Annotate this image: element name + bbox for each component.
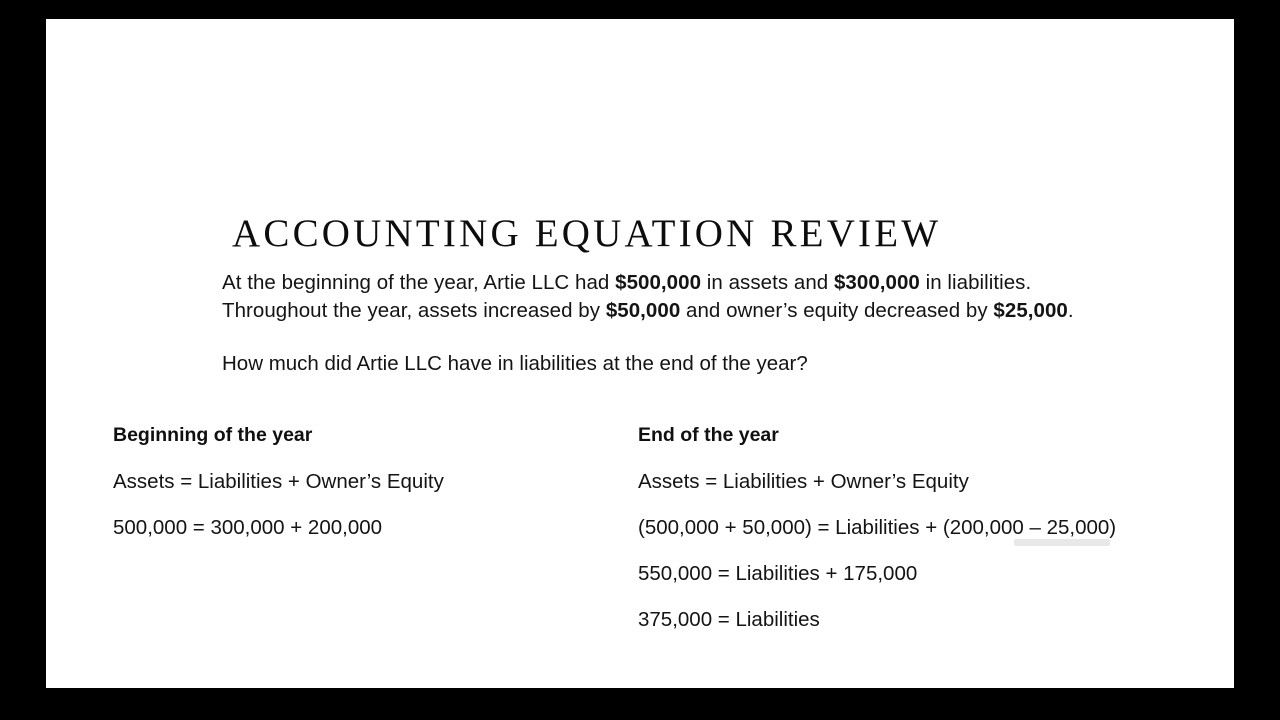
ink-smudge-artifact: [1014, 539, 1110, 546]
page-title: ACCOUNTING EQUATION REVIEW: [232, 212, 942, 256]
problem-statement: [222, 269, 1142, 324]
beginning-of-year-heading: Beginning of the year: [113, 424, 313, 446]
problem-statement-line-2: [222, 297, 1142, 325]
question-text: How much did Artie LLC have in liabilities at the end of the year?: [222, 352, 808, 375]
problem-line1-text-b: in assets and: [701, 271, 834, 294]
problem-line2-text-b: and owner’s equity decreased by: [680, 298, 994, 322]
end-equation-formula: Assets = Liabilities + Owner’s Equity: [638, 470, 969, 493]
end-equation-substituted: (500,000 + 50,000) = Liabilities + (200,000 – 25,000): [638, 516, 1117, 539]
problem-statement-line-1: [222, 269, 1142, 297]
beginning-equation-formula: Assets = Liabilities + Owner’s Equity: [113, 470, 444, 493]
end-equation-solution: 375,000 = Liabilities: [638, 608, 820, 631]
problem-line1-amount-assets: $500,000: [615, 271, 702, 294]
slide-canvas: [46, 19, 1234, 688]
beginning-equation-values: 500,000 = 300,000 + 200,000: [113, 516, 383, 539]
problem-line2-amount-equity-decrease: $25,000: [993, 298, 1068, 322]
problem-line2-text-c: .: [1067, 298, 1074, 322]
end-of-year-heading: End of the year: [638, 424, 779, 446]
problem-line1-text-a: At the beginning of the year, Artie LLC had: [222, 271, 616, 294]
problem-line1-amount-liabilities: $300,000: [833, 271, 920, 294]
end-equation-simplified: 550,000 = Liabilities + 175,000: [638, 562, 918, 585]
problem-line2-text-a: Throughout the year, assets increased by: [222, 298, 606, 322]
beginning-of-year-column: [113, 423, 444, 540]
problem-line2-amount-asset-increase: $50,000: [605, 298, 681, 322]
problem-line1-text-c: in liabilities.: [919, 271, 1032, 294]
end-of-year-column: [638, 423, 1116, 632]
